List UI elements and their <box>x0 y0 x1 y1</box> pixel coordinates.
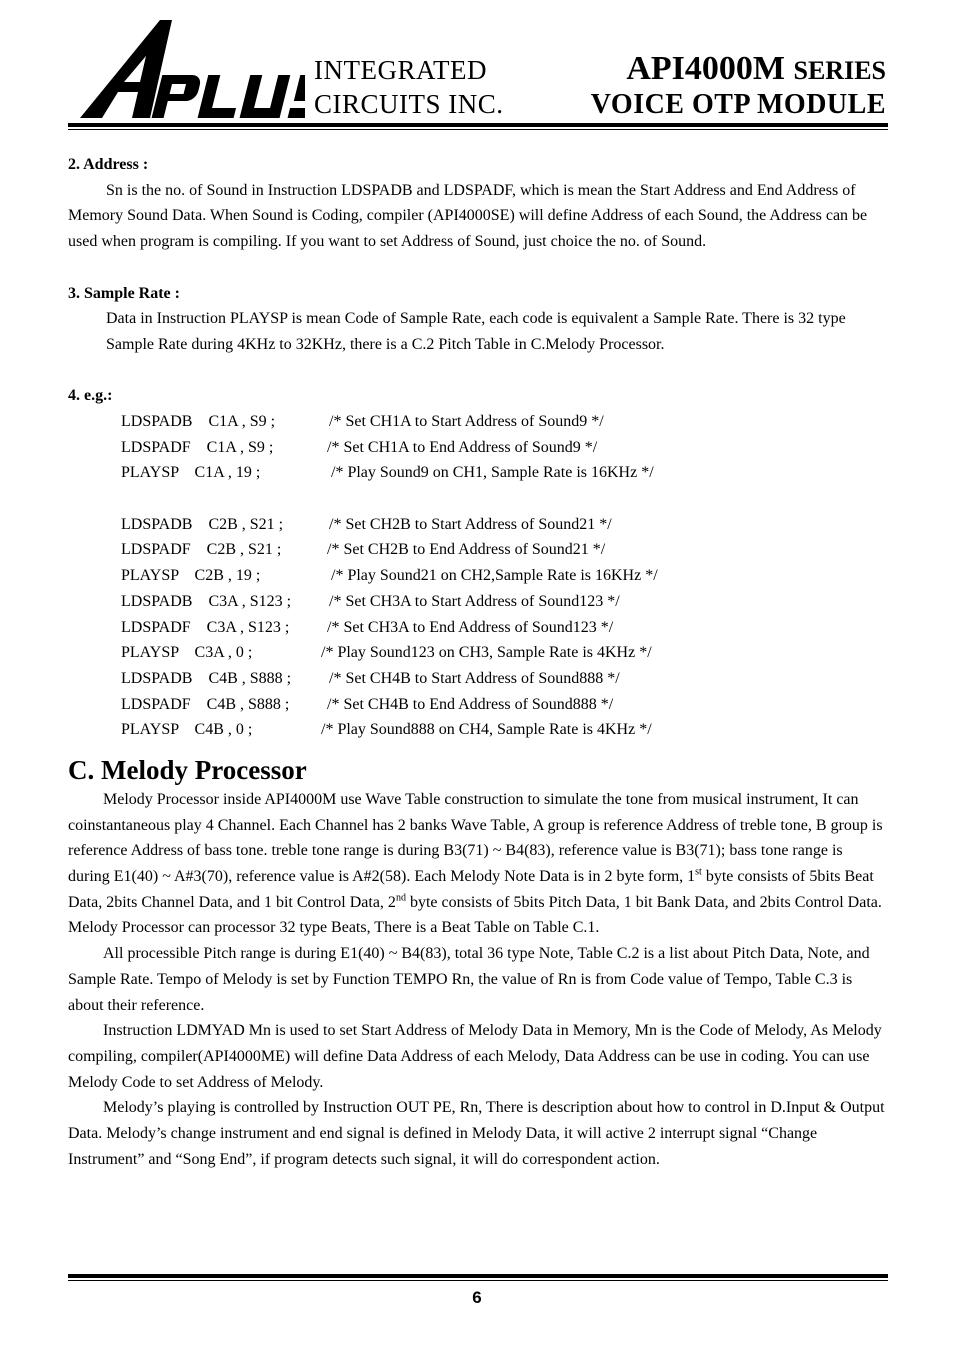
code-line <box>68 563 888 589</box>
example-heading: 4. e.g.: <box>68 387 113 405</box>
code-comment: /* Set CH1A to End Address of Sound9 */ <box>327 438 598 456</box>
code-instruction: PLAYSP C2B , 19 ; <box>121 567 261 585</box>
company-name-line1: INTEGRATED <box>314 55 487 85</box>
code-line <box>68 717 888 743</box>
page-body <box>68 152 888 1172</box>
logo-text: APLUS <box>80 20 84 21</box>
company-name-line2: CIRCUITS INC. <box>314 89 504 119</box>
code-comment: /* Play Sound9 on CH1, Sample Rate is 16KHz */ <box>331 464 654 482</box>
code-instruction: LDSPADB C4B , S888 ; <box>121 669 292 687</box>
code-comment: /* Set CH2B to End Address of Sound21 */ <box>327 541 606 559</box>
example-code-group-1 <box>68 409 888 486</box>
melody-paragraph-2: All processible Pitch range is during E1(40) ~ B4(83), total 36 type Note, Table C.2 is a list about Pitch Data, Note, and Sample Rate. Tempo of Melody is set by Function TEMPO Rn, the value of Rn is from Code value of Tempo, Table C.3 is about their reference. <box>68 945 870 1014</box>
melody-paragraph-4: Melody’s playing is controlled by Instruction OUT PE, Rn, There is description about how to control in D.Input & Output Data. Melody’s change instrument and end signal is defined in Melody Data, it will active 2 interrupt signal “Change Instrument” and “Song End”, if program detects such signal, it will do correspondent action. <box>68 1099 885 1168</box>
code-line <box>68 460 888 486</box>
code-instruction: LDSPADB C3A , S123 ; <box>121 592 292 610</box>
code-instruction: LDSPADF C3A , S123 ; <box>121 618 290 636</box>
code-comment: /* Set CH4B to End Address of Sound888 */ <box>327 695 614 713</box>
melody-paragraph-3: Instruction LDMYAD Mn is used to set Start Address of Melody Data in Memory, Mn is the Code of Melody, As Melody compiling, compiler(API4000ME) will define Data Address of each Melody, Data Address can be use in coding. You can use Melody Code to set Address of Melody. <box>68 1022 882 1091</box>
code-instruction: LDSPADB C2B , S21 ; <box>121 515 284 533</box>
code-line <box>68 435 888 461</box>
module-title: VOICE OTP MODULE <box>590 89 886 120</box>
code-instruction: LDSPADF C4B , S888 ; <box>121 695 290 713</box>
sample-rate-heading: 3. Sample Rate : <box>68 284 180 302</box>
code-comment: /* Play Sound888 on CH4, Sample Rate is 4KHz */ <box>321 721 652 739</box>
code-instruction: PLAYSP C3A , 0 ; <box>121 644 253 662</box>
code-comment: /* Play Sound21 on CH2,Sample Rate is 16KHz */ <box>331 567 658 585</box>
header-divider <box>68 123 888 127</box>
code-comment: /* Set CH2B to Start Address of Sound21 */ <box>329 515 612 533</box>
header-divider-thin <box>68 129 888 130</box>
address-paragraph: Sn is the no. of Sound in Instruction LDSPADB and LDSPADF, which is mean the Start Address and End Address of Memory Sound Data. When Sound is Coding, compiler (API4000SE) will define Address of each Sound, the Address can be used when program is compiling. If you want to set Address of Sound, just choice the no. of Sound. <box>68 181 868 251</box>
aplus-logo <box>80 20 305 122</box>
footer-divider-thin <box>68 1280 888 1281</box>
code-comment: /* Set CH3A to Start Address of Sound123 */ <box>329 592 620 610</box>
series-title <box>626 50 886 88</box>
series-main: API4000M <box>626 50 785 87</box>
code-line <box>68 409 888 435</box>
footer-divider <box>68 1274 888 1278</box>
code-comment: /* Play Sound123 on CH3, Sample Rate is 4KHz */ <box>321 644 652 662</box>
code-line <box>68 692 888 718</box>
address-heading: 2. Address : <box>68 156 149 173</box>
code-comment: /* Set CH3A to End Address of Sound123 */ <box>327 618 614 636</box>
code-line <box>68 640 888 666</box>
code-line <box>68 666 888 692</box>
code-line <box>68 615 888 641</box>
code-instruction: LDSPADF C2B , S21 ; <box>121 541 282 559</box>
code-instruction: LDSPADB C1A , S9 ; <box>121 413 276 430</box>
example-code-group-2 <box>68 512 888 743</box>
melody-section-title: C. Melody Processor <box>68 754 307 785</box>
code-instruction: PLAYSP C4B , 0 ; <box>121 721 253 739</box>
page-number: 6 <box>472 1288 482 1307</box>
code-comment: /* Set CH4B to Start Address of Sound888 */ <box>329 669 620 687</box>
code-line <box>68 589 888 615</box>
code-instruction: LDSPADF C1A , S9 ; <box>121 438 274 456</box>
code-comment: /* Set CH1A to Start Address of Sound9 */ <box>329 413 604 430</box>
melody-paragraph-1: Melody Processor inside API4000M use Wave Table construction to simulate the tone from musical instrument, It can coinstantaneous play 4 Channel. Each Channel has 2 banks Wave Table, A group is reference Address of treble tone, B group is reference Address of bass tone. treble tone range is during B3(71) ~ B4(83), reference value is B3(71); bass tone range is during E1(40) ~ A#3(70), reference value is A#2(58). Each Melody Note Data is in 2 byte form, 1st byte consists of 5bits Beat Data, 2bits Channel Data, and 1 bit Control Data, 2nd byte consists of 5bits Pitch Data, 1 bit Bank Data, and 2bits Control Data. Melody Processor can processor 32 type Beats, There is a Beat Table on Table C.1. <box>68 790 883 937</box>
code-line <box>68 512 888 538</box>
code-instruction: PLAYSP C1A , 19 ; <box>121 464 261 482</box>
code-line <box>68 537 888 563</box>
series-suffix: SERIES <box>793 56 886 85</box>
sample-rate-paragraph: Data in Instruction PLAYSP is mean Code of Sample Rate, each code is equivalent a Sample Rate. There is 32 type Sample Rate during 4KHz to 32KHz, there is a C.2 Pitch Table in C.Melody Processor. <box>106 310 846 353</box>
